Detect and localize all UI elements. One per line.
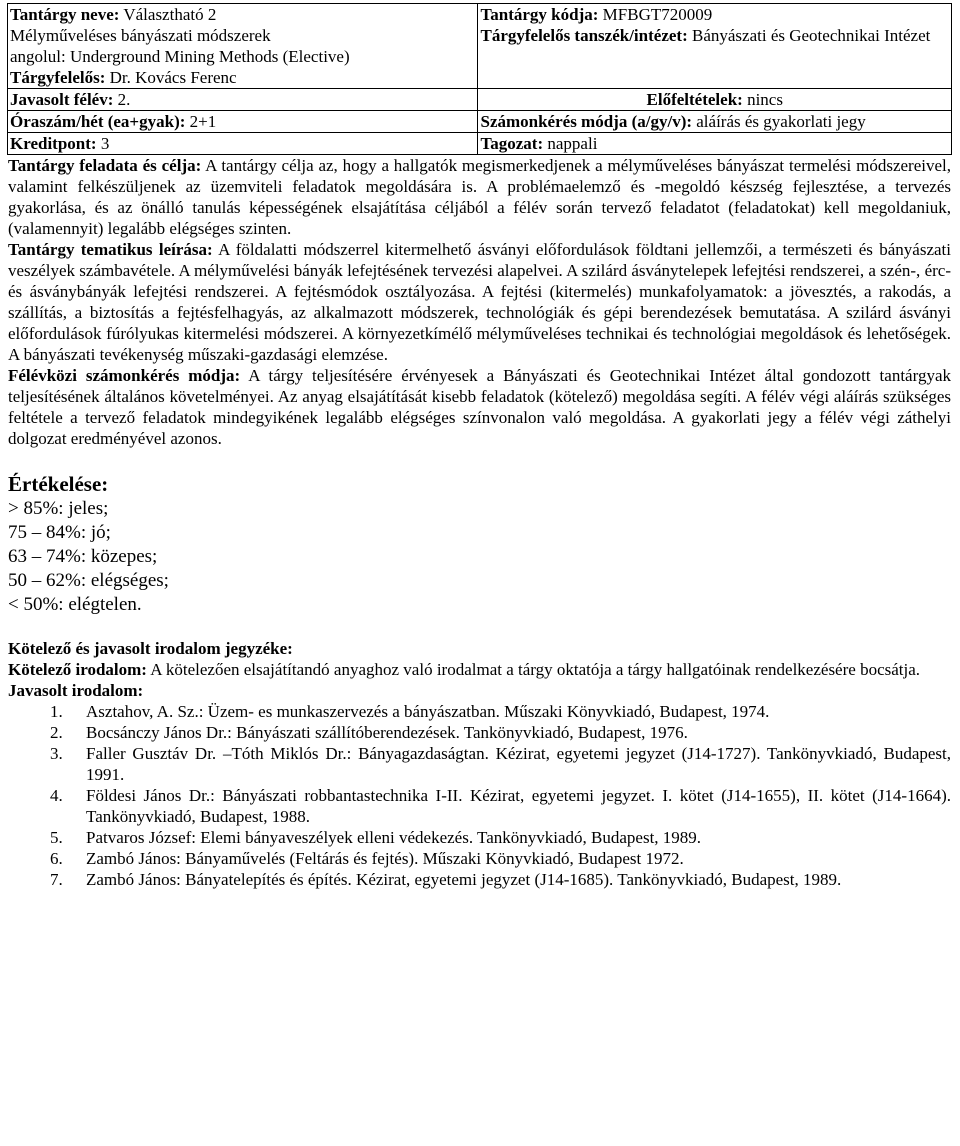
department-label: Tárgyfelelős tanszék/intézet: <box>480 26 688 45</box>
grading-item: < 50%: elégtelen. <box>8 594 142 615</box>
hours-value: 2+1 <box>185 112 217 131</box>
grading-list <box>8 497 951 617</box>
credit-cell <box>8 133 478 155</box>
reference-number: 1. <box>50 702 63 721</box>
reference-text: Földesi János Dr.: Bányászati robbantastechnika I-II. Kézirat, egyetemi jegyzet. I. kötet (J14-1655), II. kötet (J14-1664). Tankönyvkiadó, Budapest, 1988. <box>86 786 951 826</box>
course-code-value: MFBGT720009 <box>598 5 713 24</box>
prerequisites-label: Előfeltételek: <box>646 90 743 109</box>
semester-label: Javasolt félév: <box>10 90 114 109</box>
reference-item <box>8 743 951 785</box>
reference-list <box>8 701 951 890</box>
prerequisites-value: nincs <box>742 90 783 109</box>
course-task-text: A tantárgy célja az, hogy a hallgatók megismerkedjenek a mélyműveléses bányászat termelési módszereivel, valamint felkészüljenek az üzemviteli feladatok megoldására is. A problémaelemző és -megoldó készség fejlesztése, a tervezés gyakorlása, és az önálló tanulás képességének elsajátítása céljából a félév során tervező feladatot (feladatokat) kell megoldaniuk, (valamennyit) legalább elégséges szinten. <box>8 156 951 238</box>
credit-label: Kreditpont: <box>10 134 97 153</box>
reference-text: Patvaros József: Elemi bányaveszélyek elleni védekezés. Tankönyvkiadó, Budapest, 1989. <box>86 828 702 847</box>
course-name-english: angolul: Underground Mining Methods (Elective) <box>10 47 350 66</box>
course-task-label: Tantárgy feladata és célja: <box>8 156 202 175</box>
reference-item <box>8 848 951 869</box>
mandatory-literature-paragraph <box>8 659 951 680</box>
credit-value: 3 <box>96 134 110 153</box>
grading-item: 63 – 74%: közepes; <box>8 546 158 567</box>
responsible-label: Tárgyfelelős: <box>10 68 106 87</box>
reference-item <box>8 785 951 827</box>
midterm-paragraph <box>8 365 951 449</box>
reference-text: Zambó János: Bányatelepítés és építés. Kézirat, egyetemi jegyzet (J14-1685). Tankönyvkiadó, Budapest, 1989. <box>86 870 842 889</box>
hours-cell <box>8 111 478 133</box>
grading-item: 50 – 62%: elégséges; <box>8 570 169 591</box>
reference-number: 3. <box>50 744 63 763</box>
course-document <box>8 3 951 890</box>
reference-item <box>8 722 951 743</box>
reference-number: 6. <box>50 849 63 868</box>
semester-value: 2. <box>113 90 131 109</box>
reference-text: Bocsánczy János Dr.: Bányászati szállítóberendezések. Tankönyvkiadó, Budapest, 1976. <box>86 723 688 742</box>
literature-title: Kötelező és javasolt irodalom jegyzéke: <box>8 639 293 658</box>
course-name-label: Tantárgy neve: <box>10 5 120 24</box>
grading-title: Értékelése: <box>8 472 109 496</box>
suggested-literature-label: Javasolt irodalom: <box>8 681 144 700</box>
exam-type-cell <box>478 111 952 133</box>
reference-text: Asztahov, A. Sz.: Üzem- es munkaszervezés a bányászatban. Műszaki Könyvkiadó, Budapest, 1974. <box>86 702 770 721</box>
reference-number: 2. <box>50 723 63 742</box>
reference-number: 5. <box>50 828 63 847</box>
prerequisites-cell <box>478 89 952 111</box>
semester-cell <box>8 89 478 111</box>
course-code-label: Tantárgy kódja: <box>480 5 599 24</box>
course-task-paragraph <box>8 155 951 239</box>
suggested-literature-heading <box>8 680 951 701</box>
midterm-label: Félévközi számonkérés módja: <box>8 366 241 385</box>
course-code-cell <box>478 4 952 89</box>
thematic-paragraph <box>8 239 951 365</box>
grading-item: 75 – 84%: jó; <box>8 522 111 543</box>
reference-number: 7. <box>50 870 63 889</box>
study-mode-label: Tagozat: <box>480 134 544 153</box>
course-header-table <box>7 3 952 155</box>
study-mode-cell <box>478 133 952 155</box>
reference-number: 4. <box>50 786 63 805</box>
thematic-text: A földalatti módszerrel kitermelhető ásványi előfordulások földtani jellemzői, a természeti és bányászati veszélyek számbavétele. A mélyművelési bányák lefejtésének tervezési alapelvei. A szilárd ásványtelepek lefejtési rendszerei, a szén-, érc- és ásványbányák lefejtési rendszerei. A fejtésmódok osztályozása. A fejtési (kitermelés) munkafolyamatok: a jövesztés, a rakodás, a szállítás, a biztosítás a fejtésfelhagyás, az alkalmazott módszerek, technológiák és gépi berendezések bemutatása. A szilárd ásványi előfordulások fúrólyukas kitermelési módszerei. A környezetkímélő mélyműveléses technikai és technológiai megoldások és lehetőségek. A bányászati tevékenység műszaki-gazdasági elemzése. <box>8 240 951 364</box>
exam-type-value: aláírás és gyakorlati jegy <box>692 112 866 131</box>
study-mode-value: nappali <box>543 134 598 153</box>
course-name-line2: Mélyműveléses bányászati módszerek <box>10 26 271 45</box>
reference-item <box>8 869 951 890</box>
department-value: Bányászati és Geotechnikai Intézet <box>687 26 931 45</box>
reference-item <box>8 827 951 848</box>
reference-text: Zambó János: Bányaművelés (Feltárás és fejtés). Műszaki Könyvkiadó, Budapest 1972. <box>86 849 684 868</box>
reference-text: Faller Gusztáv Dr. –Tóth Miklós Dr.: Bányagazdaságtan. Kézirat, egyetemi jegyzet (J14-1727). Tankönyvkiadó, Budapest, 1991. <box>86 744 951 784</box>
hours-label: Óraszám/hét (ea+gyak): <box>10 112 186 131</box>
course-name-value: Választható 2 <box>119 5 217 24</box>
thematic-label: Tantárgy tematikus leírása: <box>8 240 213 259</box>
mandatory-literature-text: A kötelezően elsajátítandó anyaghoz való irodalmat a tárgy oktatója a tárgy hallgatóinak rendelkezésére bocsátja. <box>146 660 921 679</box>
literature-section <box>8 638 951 659</box>
reference-item <box>8 701 951 722</box>
grading-item: > 85%: jeles; <box>8 498 109 519</box>
mandatory-literature-label: Kötelező irodalom: <box>8 660 147 679</box>
responsible-value: Dr. Kovács Ferenc <box>105 68 237 87</box>
course-name-cell <box>8 4 478 89</box>
midterm-text: A tárgy teljesítésére érvényesek a Bányászati és Geotechnikai Intézet által gondozott tantárgyak teljesítésének általános követelményei. Az anyag elsajátítását kisebb feladatok (kötelező) megoldása segíti. A félév végi aláírás szükséges feltétele a tervező feladatok mindegyikének legalább elégséges színvonalon való megoldása. A gyakorlati jegy a félév végi záthelyi dolgozat eredményével azonos. <box>8 366 951 448</box>
exam-type-label: Számonkérés módja (a/gy/v): <box>480 112 693 131</box>
